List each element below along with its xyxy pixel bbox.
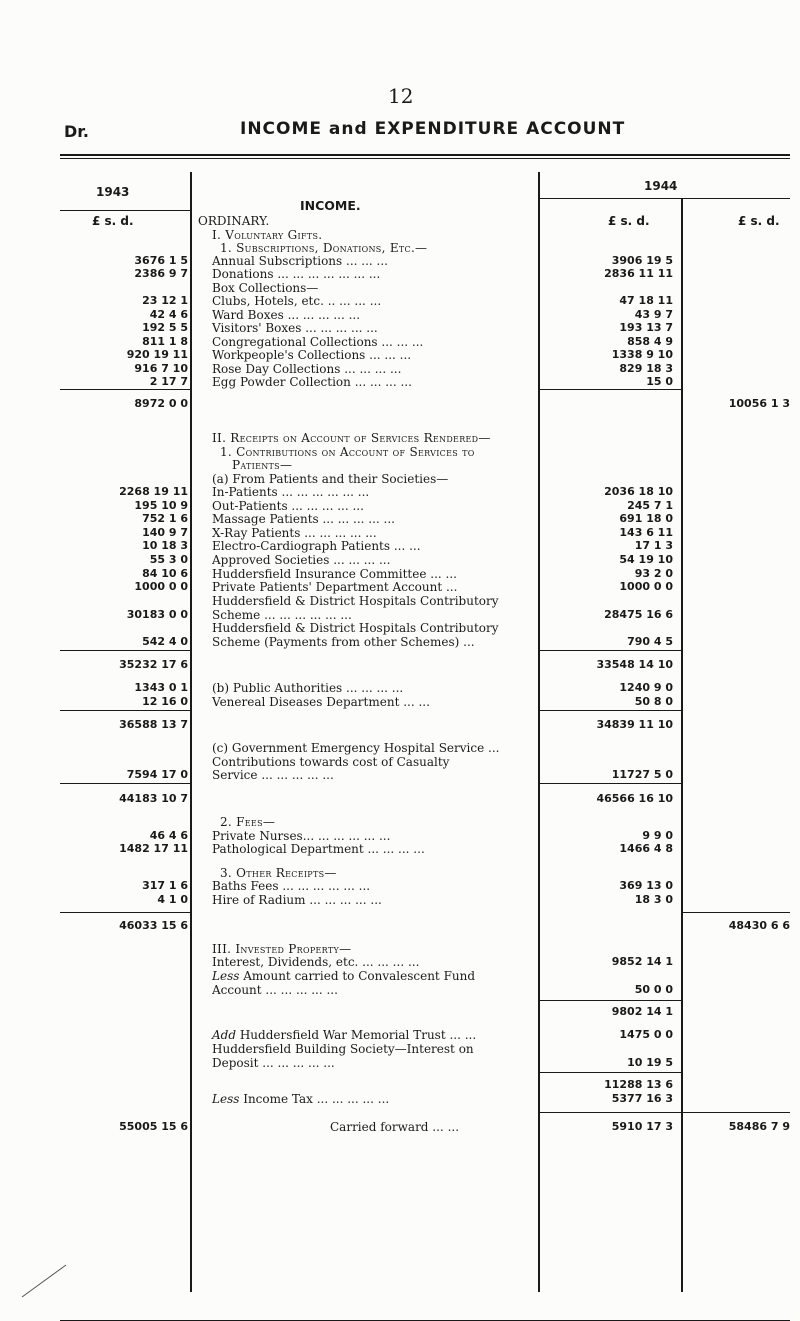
subtotal-rule xyxy=(538,1000,681,1001)
row-label: Huddersfield Insurance Committee ... ... xyxy=(212,567,457,581)
row-label: Interest, Dividends, etc. ... ... ... ... xyxy=(212,955,420,969)
row-label: Huddersfield & District Hospitals Contributory xyxy=(212,594,499,608)
prev-year-amount: 8972 0 0 xyxy=(134,397,188,410)
row-label: (c) Government Emergency Hospital Service ... xyxy=(212,741,500,755)
prev-year-amount: 140 9 7 xyxy=(142,526,188,539)
row-label: Box Collections— xyxy=(212,281,319,295)
current-year-amount: 193 13 7 xyxy=(619,321,673,334)
row-label: (a) From Patients and their Societies— xyxy=(212,472,449,486)
year-1944: 1944 xyxy=(644,179,678,193)
row-label: Hire of Radium ... ... ... ... ... xyxy=(212,893,382,907)
row-label: X-Ray Patients ... ... ... ... ... xyxy=(212,526,377,540)
prev-year-amount: 35232 17 6 xyxy=(119,658,188,671)
currency-heading-prev: £ s. d. xyxy=(92,214,134,228)
current-year-amount: 17 1 3 xyxy=(634,539,673,552)
subtotal-rule xyxy=(60,389,192,390)
debit-marker: Dr. xyxy=(64,122,89,141)
row-label: Service ... ... ... ... ... xyxy=(212,768,334,782)
row-label: Egg Powder Collection ... ... ... ... xyxy=(212,375,412,389)
row-label: Massage Patients ... ... ... ... ... xyxy=(212,512,395,526)
subtotal-rule xyxy=(60,783,192,784)
row-label: Venereal Diseases Department ... ... xyxy=(212,695,430,709)
prev-year-amount: 44183 10 7 xyxy=(119,792,188,805)
current-year-amount: 34839 11 10 xyxy=(596,718,673,731)
row-label: Electro-Cardiograph Patients ... ... xyxy=(212,539,421,553)
prev-year-amount: 752 1 6 xyxy=(142,512,188,525)
current-year-amount: 9 9 0 xyxy=(642,829,673,842)
subtotal-rule xyxy=(538,1072,681,1073)
current-year-amount: 93 2 0 xyxy=(634,567,673,580)
current-year-amount: 2836 11 11 xyxy=(604,267,673,280)
row-label: Scheme ... ... ... ... ... ... xyxy=(212,608,352,622)
row-label: Congregational Collections ... ... ... xyxy=(212,335,424,349)
prev-year-amount: 4 1 0 xyxy=(157,893,188,906)
row-label: Contributions towards cost of Casualty xyxy=(212,755,450,769)
row-label: Private Patients' Department Account ... xyxy=(212,580,458,594)
current-year-amount: 1240 9 0 xyxy=(619,681,673,694)
subtotal-rule xyxy=(60,710,192,711)
row-label: Workpeople's Collections ... ... ... xyxy=(212,348,412,362)
current-year-amount: 10 19 5 xyxy=(627,1056,673,1069)
total-amount: 58486 7 9 xyxy=(728,1120,790,1133)
prev-year-amount: 2268 19 11 xyxy=(119,485,188,498)
current-year-amount: 11288 13 6 xyxy=(604,1078,673,1091)
current-year-amount: 50 8 0 xyxy=(634,695,673,708)
subtotal-rule xyxy=(60,912,192,913)
current-year-amount: 9852 14 1 xyxy=(611,955,673,968)
current-year-amount: 1000 0 0 xyxy=(619,580,673,593)
prev-year-amount: 2386 9 7 xyxy=(134,267,188,280)
total-amount: 48430 6 6 xyxy=(728,919,790,932)
prev-year-amount: 920 19 11 xyxy=(126,348,188,361)
row-label: III. Invested Property— xyxy=(212,942,352,956)
row-label: Account ... ... ... ... ... xyxy=(212,983,338,997)
current-year-amount: 245 7 1 xyxy=(627,499,673,512)
current-year-amount: 858 4 9 xyxy=(627,335,673,348)
current-year-amount: 1338 9 10 xyxy=(611,348,673,361)
page-number: 12 xyxy=(388,84,414,108)
currency-heading-total: £ s. d. xyxy=(738,214,780,228)
prev-year-amount: 23 12 1 xyxy=(142,294,188,307)
row-label: Less Amount carried to Convalescent Fund xyxy=(212,969,476,983)
row-label: 1. Contributions on Account of Services to xyxy=(220,445,475,459)
prev-year-amount: 46033 15 6 xyxy=(119,919,188,932)
row-label: Approved Societies ... ... ... ... xyxy=(212,553,391,567)
prev-year-amount: 542 4 0 xyxy=(142,635,188,648)
row-label: Huddersfield Building Society—Interest on xyxy=(212,1042,474,1056)
prev-year-amount: 1482 17 11 xyxy=(119,842,188,855)
row-label: 3. Other Receipts— xyxy=(220,866,337,880)
current-year-amount: 50 0 0 xyxy=(634,983,673,996)
current-year-amount: 1466 4 8 xyxy=(619,842,673,855)
currency-heading-current: £ s. d. xyxy=(608,214,650,228)
prev-year-amount: 1343 0 1 xyxy=(134,681,188,694)
row-label: Scheme (Payments from other Schemes) ... xyxy=(212,635,475,649)
row-label: Out-Patients ... ... ... ... ... xyxy=(212,499,364,513)
current-year-amount: 9802 14 1 xyxy=(611,1005,673,1018)
current-year-amount: 5910 17 3 xyxy=(611,1120,673,1133)
row-label: Carried forward ... ... xyxy=(330,1120,460,1134)
current-year-amount: 3906 19 5 xyxy=(611,254,673,267)
prev-year-amount: 12 16 0 xyxy=(142,695,188,708)
row-label: Ward Boxes ... ... ... ... ... xyxy=(212,308,361,322)
row-label: In-Patients ... ... ... ... ... ... xyxy=(212,485,370,499)
prev-year-amount: 192 5 5 xyxy=(142,321,188,334)
top-rule-thick xyxy=(60,154,790,156)
row-label: I. Voluntary Gifts. xyxy=(212,228,323,242)
subtotal-rule xyxy=(681,1112,790,1113)
subtotal-rule xyxy=(538,1112,681,1113)
current-year-amount: 46566 16 10 xyxy=(596,792,673,805)
prev-year-amount: 46 4 6 xyxy=(149,829,188,842)
current-year-amount: 1475 0 0 xyxy=(619,1028,673,1041)
current-year-amount: 54 19 10 xyxy=(619,553,673,566)
row-label: ORDINARY. xyxy=(198,214,270,228)
prev-year-amount: 195 10 9 xyxy=(134,499,188,512)
row-label: Less Income Tax ... ... ... ... ... xyxy=(212,1092,390,1106)
row-label: II. Receipts on Account of Services Rendered— xyxy=(212,431,491,445)
current-year-amount: 18 3 0 xyxy=(634,893,673,906)
row-label: Huddersfield & District Hospitals Contributory xyxy=(212,621,499,635)
prev-year-amount: 55005 15 6 xyxy=(119,1120,188,1133)
current-year-amount: 28475 16 6 xyxy=(604,608,673,621)
prev-year-amount: 84 10 6 xyxy=(142,567,188,580)
row-label: Add Huddersfield War Memorial Trust ... ... xyxy=(212,1028,477,1042)
current-year-amount: 829 18 3 xyxy=(619,362,673,375)
prev-year-amount: 30183 0 0 xyxy=(126,608,188,621)
row-label: Pathological Department ... ... ... ... xyxy=(212,842,425,856)
current-year-amount: 2036 18 10 xyxy=(604,485,673,498)
row-label: Annual Subscriptions ... ... ... xyxy=(212,254,388,268)
current-year-amount: 691 18 0 xyxy=(619,512,673,525)
row-label: (b) Public Authorities ... ... ... ... xyxy=(212,681,404,695)
income-heading: INCOME. xyxy=(300,198,361,213)
prev-year-amount: 36588 13 7 xyxy=(119,718,188,731)
current-year-amount: 369 13 0 xyxy=(619,879,673,892)
row-label: Private Nurses... ... ... ... ... ... xyxy=(212,829,391,843)
year-rule-1943 xyxy=(60,210,192,211)
subtotal-rule xyxy=(538,783,681,784)
prev-year-amount: 916 7 10 xyxy=(134,362,188,375)
row-label: Patients— xyxy=(232,458,293,472)
page-title: INCOME and EXPENDITURE ACCOUNT xyxy=(240,119,626,139)
prev-year-amount: 811 1 8 xyxy=(142,335,188,348)
prev-year-amount: 1000 0 0 xyxy=(134,580,188,593)
row-label: 1. Subscriptions, Donations, Etc.— xyxy=(220,241,428,255)
divider-prev-year xyxy=(190,172,192,1292)
prev-year-amount: 7594 17 0 xyxy=(126,768,188,781)
row-label: 2. Fees— xyxy=(220,815,276,829)
current-year-amount: 5377 16 3 xyxy=(611,1092,673,1105)
subtotal-rule xyxy=(538,710,681,711)
current-year-amount: 33548 14 10 xyxy=(596,658,673,671)
prev-year-amount: 2 17 7 xyxy=(149,375,188,388)
crop-mark xyxy=(20,1263,68,1299)
prev-year-amount: 10 18 3 xyxy=(142,539,188,552)
prev-year-amount: 317 1 6 xyxy=(142,879,188,892)
subtotal-rule xyxy=(538,650,681,651)
current-year-amount: 11727 5 0 xyxy=(611,768,673,781)
subtotal-rule xyxy=(60,650,192,651)
row-label: Baths Fees ... ... ... ... ... ... xyxy=(212,879,371,893)
subtotal-rule xyxy=(681,912,790,913)
prev-year-amount: 55 3 0 xyxy=(149,553,188,566)
divider-total xyxy=(681,198,683,1292)
row-label: Clubs, Hotels, etc. .. ... ... ... xyxy=(212,294,382,308)
year-rule-1944 xyxy=(538,198,790,199)
row-label: Deposit ... ... ... ... ... xyxy=(212,1056,335,1070)
prev-year-amount: 3676 1 5 xyxy=(134,254,188,267)
row-label: Visitors' Boxes ... ... ... ... ... xyxy=(212,321,378,335)
top-rule-thin xyxy=(60,158,790,159)
total-amount: 10056 1 3 xyxy=(728,397,790,410)
subtotal-rule xyxy=(538,389,681,390)
row-label: Rose Day Collections ... ... ... ... xyxy=(212,362,402,376)
current-year-amount: 790 4 5 xyxy=(627,635,673,648)
row-label: Donations ... ... ... ... ... ... ... xyxy=(212,267,381,281)
current-year-amount: 143 6 11 xyxy=(619,526,673,539)
prev-year-amount: 42 4 6 xyxy=(149,308,188,321)
year-1943: 1943 xyxy=(96,185,130,199)
current-year-amount: 43 9 7 xyxy=(634,308,673,321)
current-year-amount: 15 0 xyxy=(646,375,673,388)
current-year-amount: 47 18 11 xyxy=(619,294,673,307)
